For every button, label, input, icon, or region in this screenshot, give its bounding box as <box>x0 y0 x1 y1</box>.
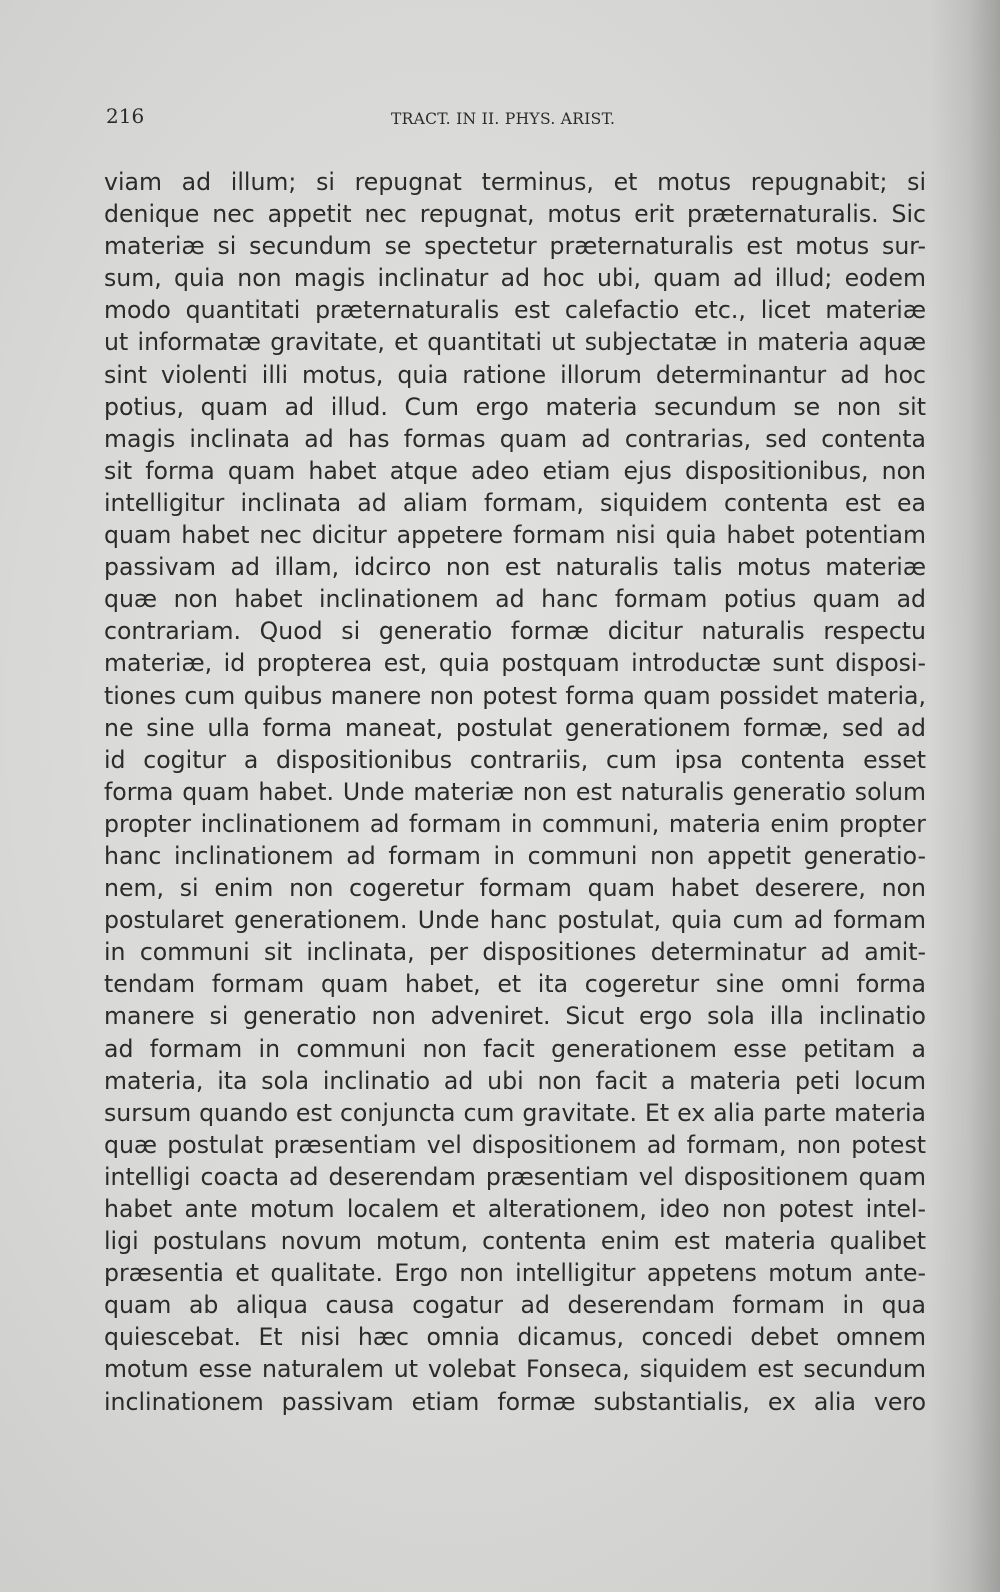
text-line: postularet generationem. Unde hanc postulat, quia cum ad formam <box>104 906 926 935</box>
running-title: TRACT. IN II. PHYS. ARIST. <box>391 110 616 128</box>
text-line: modo quantitati præternaturalis est calefactio etc., licet materiæ <box>104 296 926 325</box>
text-line: ut informatæ gravitate, et quantitati ut subjectatæ in materia aquæ <box>104 328 926 357</box>
text-line: contrariam. Quod si generatio formæ dicitur naturalis respectu <box>104 617 926 646</box>
text-line: ad formam in communi non facit generationem esse petitam a <box>104 1034 926 1063</box>
text-line: denique nec appetit nec repugnat, motus erit præternaturalis. Sic <box>104 200 926 229</box>
text-line: magis inclinata ad has formas quam ad contrarias, sed contenta <box>104 424 926 453</box>
text-line: tiones cum quibus manere non potest forma quam possidet materia, <box>104 681 926 710</box>
spine-shadow <box>930 0 1000 1592</box>
text-line: materia, ita sola inclinatio ad ubi non facit a materia peti locum <box>104 1066 926 1095</box>
text-line: ne sine ulla forma maneat, postulat generationem formæ, sed ad <box>104 713 926 742</box>
text-line: intelligi coacta ad deserendam præsentiam vel dispositionem quam <box>104 1162 926 1191</box>
text-line: id cogitur a dispositionibus contrariis, cum ipsa contenta esset <box>104 745 926 774</box>
text-line: materiæ si secundum se spectetur præternaturalis est motus sur- <box>104 232 926 261</box>
text-line: materiæ, id propterea est, quia postquam introductæ sunt disposi- <box>104 649 926 678</box>
text-line: inclinationem passivam etiam formæ substantialis, ex alia vero <box>104 1387 926 1416</box>
text-line: quæ non habet inclinationem ad hanc formam potius quam ad <box>104 585 926 614</box>
body-text <box>104 166 926 1418</box>
page-number: 216 <box>106 104 145 128</box>
text-line: forma quam habet. Unde materiæ non est naturalis generatio solum <box>104 777 926 806</box>
page-header <box>106 104 926 134</box>
text-line: passivam ad illam, idcirco non est naturalis talis motus materiæ <box>104 553 926 582</box>
text-line: sursum quando est conjuncta cum gravitate. Et ex alia parte materia <box>104 1098 926 1127</box>
text-line: quam habet nec dicitur appetere formam nisi quia habet potentiam <box>104 521 926 550</box>
text-line: in communi sit inclinata, per dispositiones determinatur ad amit- <box>104 938 926 967</box>
text-line: tendam formam quam habet, et ita cogeretur sine omni forma <box>104 970 926 999</box>
text-line: quiescebat. Et nisi hæc omnia dicamus, concedi debet omnem <box>104 1323 926 1352</box>
text-line: potius, quam ad illud. Cum ergo materia secundum se non sit <box>104 392 926 421</box>
text-line: habet ante motum localem et alterationem, ideo non potest intel- <box>104 1195 926 1223</box>
text-line: motum esse naturalem ut volebat Fonseca, siquidem est secundum <box>104 1355 926 1384</box>
text-line: ligi postulans novum motum, contenta enim est materia qualibet <box>104 1227 926 1256</box>
text-line: hanc inclinationem ad formam in communi non appetit generatio- <box>104 841 926 870</box>
text-line: præsentia et qualitate. Ergo non intelligitur appetens motum ante- <box>104 1259 926 1288</box>
text-line: propter inclinationem ad formam in communi, materia enim propter <box>104 809 926 838</box>
text-line: quam ab aliqua causa cogatur ad deserendam formam in qua <box>104 1291 926 1320</box>
text-line: intelligitur inclinata ad aliam formam, siquidem contenta est ea <box>104 488 926 517</box>
text-line: sit forma quam habet atque adeo etiam ejus dispositionibus, non <box>104 456 926 485</box>
text-line: viam ad illum; si repugnat terminus, et motus repugnabit; si <box>104 168 926 196</box>
text-line: manere si generatio non adveniret. Sicut ergo sola illa inclinatio <box>104 1002 926 1031</box>
text-line: sum, quia non magis inclinatur ad hoc ubi, quam ad illud; eodem <box>104 264 926 293</box>
text-line: quæ postulat præsentiam vel dispositionem ad formam, non potest <box>104 1130 926 1159</box>
text-line: sint violenti illi motus, quia ratione illorum determinantur ad hoc <box>104 360 926 389</box>
text-line: nem, si enim non cogeretur formam quam habet deserere, non <box>104 874 926 903</box>
